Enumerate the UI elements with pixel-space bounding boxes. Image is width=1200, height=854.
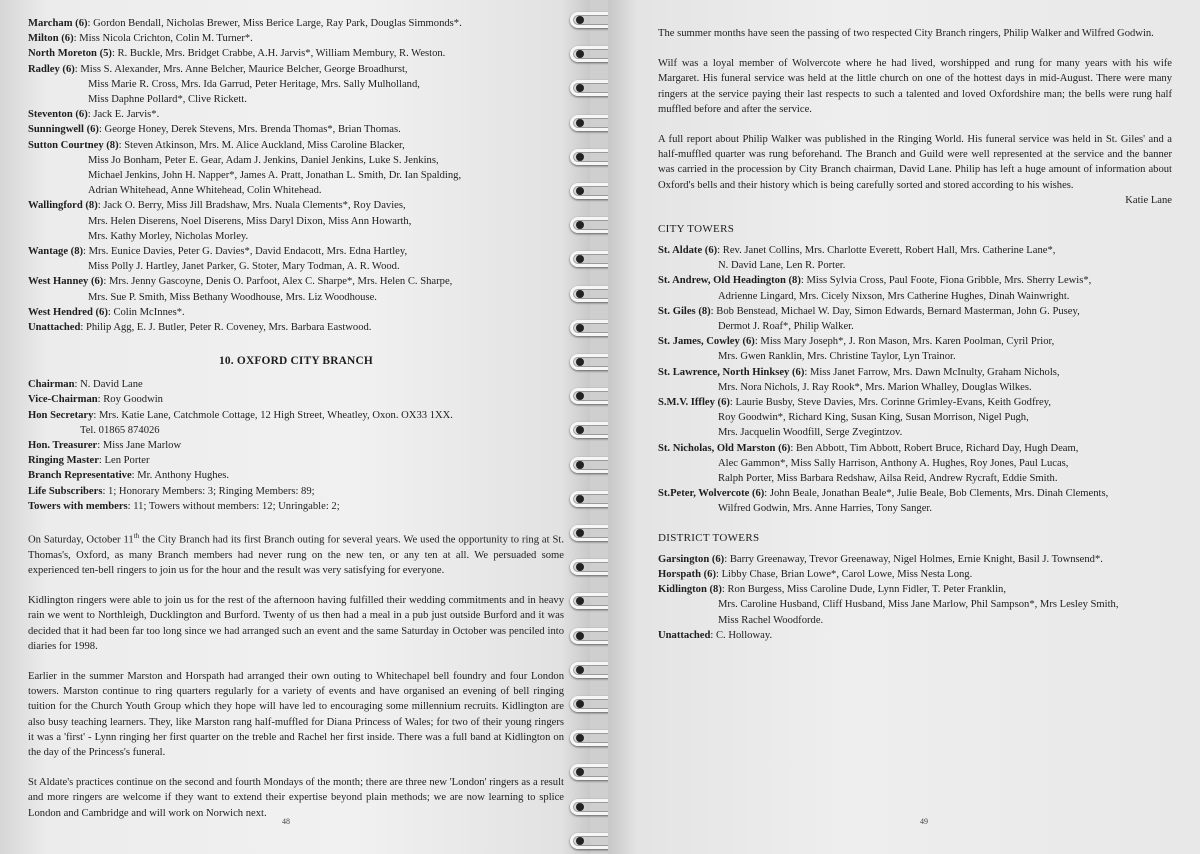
tower-members: Ron Burgess, Miss Caroline Dude, Lynn Fidler, T. Peter Franklin, bbox=[727, 584, 1006, 596]
city-tower-entry: St. Giles (8): Bob Benstead, Michael W. Day, Simon Edwards, Bernard Masterman, John G. Pusey, Dermot J. Roaf*, Philip Walker. bbox=[658, 304, 1172, 334]
district-tower-entry: Garsington (6): Barry Greenaway, Trevor Greenaway, Nigel Holmes, Ernie Knight, Basil J. Townsend*. bbox=[658, 553, 1103, 565]
tower-name: Wallingford (8) bbox=[28, 200, 98, 212]
tower-name: St. James, Cowley (6) bbox=[658, 336, 755, 348]
tower-members: Miss Rachel Woodforde. bbox=[718, 614, 824, 626]
city-tower-entry: St. James, Cowley (6): Miss Mary Joseph*, J. Ron Mason, Mrs. Karen Poolman, Cyril Prior, Mrs. Gwen Ranklin, Mrs. Christine Taylor, Lyn Trainor. bbox=[658, 334, 1172, 364]
page-number-left: 48 bbox=[282, 817, 290, 826]
tower-name: Sunningwell (6) bbox=[28, 124, 99, 136]
tower-name: St. Lawrence, North Hinksey (6) bbox=[658, 366, 805, 378]
tower-members: Adrienne Lingard, Mrs. Cicely Nixson, Mrs Catherine Hughes, Dinah Wainwright. bbox=[718, 290, 1070, 302]
punch-hole bbox=[576, 358, 584, 366]
section-title: 10. OXFORD CITY BRANCH bbox=[219, 355, 373, 368]
city-tower-entry: St. Andrew, Old Headington (8): Miss Sylvia Cross, Paul Foote, Fiona Gribble, Mrs. Sherry Lewis*, Adrienne Lingard, Mrs. Cicely Nixson, Mrs Catherine Hughes, Dinah Wainwright. bbox=[658, 273, 1172, 303]
tower-name: North Moreton (5) bbox=[28, 48, 112, 60]
tower-members: Miss Nicola Crichton, Colin M. Turner*. bbox=[79, 33, 253, 45]
tower-name: St.Peter, Wolvercote (6) bbox=[658, 488, 765, 500]
tower-name: Sutton Courtney (8) bbox=[28, 139, 119, 151]
tower-members: Jack E. Jarvis*. bbox=[93, 109, 160, 121]
punch-hole bbox=[576, 666, 584, 674]
tower-name: West Hendred (6) bbox=[28, 306, 108, 318]
tower-members: Miss Janet Farrow, Mrs. Dawn McInulty, Graham Nichols, bbox=[809, 366, 1060, 378]
tower-members: Alec Gammon*, Miss Sally Harrison, Anthony A. Hughes, Roy Jones, Paul Lucas, bbox=[718, 457, 1069, 469]
punch-hole bbox=[576, 700, 584, 708]
tower-members: Miss Jo Bonham, Peter E. Gear, Adam J. Jenkins, Daniel Jenkins, Luke S. Jenkins, bbox=[88, 154, 439, 166]
district-tower-entry: Horspath (6): Libby Chase, Brian Lowe*, Carol Lowe, Miss Nesta Long. bbox=[658, 568, 973, 580]
paragraph-kidlington: Kidlington ringers were able to join us for the rest of the afternoon having fulfilled their wedding commitments and in heavy rain we went to Northleigh, Ducklington and Burford. Twenty of us then had a meal in a pub just outside Burford and it was decided that it had been far too long since we had arranged such an event and the same Saturday in October was penciled into diaries for 1998. bbox=[28, 595, 564, 652]
punch-hole bbox=[576, 324, 584, 332]
punch-hole bbox=[576, 16, 584, 24]
membership-stats-1: Life Subscribers: 1; Honorary Members: 3; Ringing Members: 89; bbox=[28, 485, 315, 497]
officer-vice-chairman: Vice-Chairman: Roy Goodwin bbox=[28, 394, 163, 406]
tower-members: Miss Daphne Pollard*, Clive Rickett. bbox=[88, 94, 247, 106]
tower-members: Mrs. Jenny Gascoyne, Denis O. Parfoot, Alex C. Sharpe*, Mrs. Helen C. Sharpe, bbox=[108, 276, 453, 288]
membership-stats-2: Towers with members: 11; Towers without members: 12; Unringable: 2; bbox=[28, 500, 340, 512]
punch-hole bbox=[576, 529, 584, 537]
tower-members: Mrs. Nora Nichols, J. Ray Rook*, Mrs. Marion Whalley, Douglas Wilkes. bbox=[718, 381, 1032, 393]
tower-members: Gordon Bendall, Nicholas Brewer, Miss Berice Large, Ray Park, Douglas Simmonds*. bbox=[93, 18, 462, 29]
tower-name: St. Aldate (6) bbox=[658, 245, 718, 257]
tower-list bbox=[28, 16, 564, 335]
tower-entry: West Hendred (6): Colin McInnes*. bbox=[28, 306, 185, 318]
officer-chairman: Chairman: N. David Lane bbox=[28, 379, 143, 391]
tower-members: R. Buckle, Mrs. Bridget Crabbe, A.H. Jarvis*, William Membury, R. Weston. bbox=[117, 48, 446, 60]
city-tower-entry: St. Nicholas, Old Marston (6): Ben Abbott, Tim Abbott, Robert Bruce, Richard Day, Hugh Deam, Alec Gammon*, Miss Sally Harrison, Anthony A. Hughes, Roy Jones, Paul Lucas, Ralph Porter, Miss Barbara Redshaw, Ailsa Reid, Andrew Rycraft, Eddie Smith. bbox=[658, 441, 1172, 487]
tower-name: Radley (6) bbox=[28, 63, 75, 75]
punch-hole bbox=[576, 290, 584, 298]
tower-name: St. Giles (8) bbox=[658, 305, 711, 317]
tower-entry: Radley (6): Miss S. Alexander, Mrs. Anne Belcher, Maurice Belcher, George Broadhurst, Miss Marie R. Cross, Mrs. Ida Garrud, Peter Heritage, Mrs. Sally Mulholland, Miss Daphne Pollard*, Clive Rickett. bbox=[28, 62, 564, 108]
tower-members: Miss Mary Joseph*, J. Ron Mason, Mrs. Karen Poolman, Cyril Prior, bbox=[760, 336, 1055, 348]
officer-hon-secretary: Hon Secretary: Mrs. Katie Lane, Catchmole Cottage, 12 High Street, Wheatley, Oxon. OX33 1XX. Tel. 01865 874026 bbox=[28, 409, 453, 436]
tower-members: Mrs. Jacquelin Woodfill, Serge Zvegintzov. bbox=[718, 427, 903, 439]
tower-members: Steven Atkinson, Mrs. M. Alice Auckland, Miss Caroline Blacker, bbox=[124, 139, 405, 151]
paragraph-st-aldates: St Aldate's practices continue on the second and fourth Mondays of the month; there are three new 'London' ringers as a result and more ringers are welcome if they want to extend their expertise beyond plain methods; we are now learning to splice London and Cambridge and will work on Norwich next. bbox=[28, 777, 564, 819]
tower-name: Milton (6) bbox=[28, 33, 74, 45]
tower-members: C. Holloway. bbox=[715, 629, 773, 641]
tower-members: Mrs. Helen Diserens, Noel Diserens, Miss Daryl Dixon, Miss Ann Howarth, bbox=[88, 215, 412, 227]
tower-name: Marcham (6) bbox=[28, 18, 88, 29]
tower-members: Bob Benstead, Michael W. Day, Simon Edwards, Bernard Masterman, John G. Pusey, bbox=[716, 305, 1080, 317]
tower-members: Laurie Busby, Steve Davies, Mrs. Corinne Grimley-Evans, Keith Godfrey, bbox=[735, 397, 1051, 409]
punch-hole bbox=[576, 632, 584, 640]
tower-name: Unattached bbox=[28, 322, 81, 334]
district-tower-entry: Kidlington (8): Ron Burgess, Miss Caroline Dude, Lynn Fidler, T. Peter Franklin, Mrs. Caroline Husband, Cliff Husband, Miss Jane Marlow, Phil Sampson*, Mrs Lesley Smith, Miss Rachel Woodforde. bbox=[658, 582, 1172, 628]
tower-entry: Marcham (6): Gordon Bendall, Nicholas Brewer, Miss Berice Large, Ray Park, Douglas Simmonds*. bbox=[28, 18, 462, 29]
paragraph-wilf: Wilf was a loyal member of Wolvercote where he had lived, worshipped and rung for many years with his wife Margaret. His funeral service was held at the little church on one of the hottest days in mid-August. There were many ringers at the service paying their last respects to such a talented and loved Oxfordshire man; the bells were rung half muffled before and after the service. bbox=[658, 58, 1172, 115]
punch-hole bbox=[576, 153, 584, 161]
tower-members: Mrs. Sue P. Smith, Miss Bethany Woodhouse, Mrs. Liz Woodhouse. bbox=[88, 291, 377, 303]
tower-entry: West Hanney (6): Mrs. Jenny Gascoyne, Denis O. Parfoot, Alex C. Sharpe*, Mrs. Helen C. Sharpe, Mrs. Sue P. Smith, Miss Bethany Woodhouse, Mrs. Liz Woodhouse. bbox=[28, 274, 564, 304]
tower-members: George Honey, Derek Stevens, Mrs. Brenda Thomas*, Brian Thomas. bbox=[104, 124, 401, 136]
right-page bbox=[608, 0, 1200, 854]
tower-members: Roy Goodwin*, Richard King, Susan King, Susan Morrison, Nigel Pugh, bbox=[718, 412, 1029, 424]
tower-entry: Sutton Courtney (8): Steven Atkinson, Mrs. M. Alice Auckland, Miss Caroline Blacker, Miss Jo Bonham, Peter E. Gear, Adam J. Jenkins, Daniel Jenkins, Luke S. Jenkins, Michael Jenkins, John H. Napper*, James A. Pratt, Jonathan L. Smith, Dr. Ian Spalding, Adrian Whitehead, Anne Whitehead, Colin Whitehead. bbox=[28, 138, 564, 199]
tower-name: Steventon (6) bbox=[28, 109, 88, 121]
officers-list bbox=[28, 377, 564, 514]
tower-name: Unattached bbox=[658, 629, 711, 641]
tower-members: Miss Sylvia Cross, Paul Foote, Fiona Gribble, Mrs. Sherry Lewis*, bbox=[806, 275, 1092, 287]
tower-entry: Sunningwell (6): George Honey, Derek Stevens, Mrs. Brenda Thomas*, Brian Thomas. bbox=[28, 124, 401, 136]
city-tower-entry: St. Lawrence, North Hinksey (6): Miss Janet Farrow, Mrs. Dawn McInulty, Graham Nichols, Mrs. Nora Nichols, J. Ray Rook*, Mrs. Marion Whalley, Douglas Wilkes. bbox=[658, 365, 1172, 395]
punch-hole bbox=[576, 837, 584, 845]
paragraph-philip-walker: A full report about Philip Walker was published in the Ringing World. His funeral service was held in St. Giles' and a half-muffled quarter was rung beforehand. The Branch and Guild were well represented at the service and the banner was carried in the procession by City Branch chairman, David Lane. Philip has left a huge amount of information about Oxford's bells and their history which is being carefully sorted and stored according to his wishes. bbox=[658, 134, 1172, 191]
tower-name: Garsington (6) bbox=[658, 553, 725, 565]
tower-entry: Unattached: Philip Agg, E. J. Butler, Peter R. Coveney, Mrs. Barbara Eastwood. bbox=[28, 322, 372, 334]
tower-name: Horspath (6) bbox=[658, 568, 716, 580]
paragraph-marston: Earlier in the summer Marston and Horspath had arranged their own outing to Whitechapel bell foundry and four London towers. Marston continue to ring quarters regularly for a variety of events and have organised an evening of bell ringing tuition for the Church Youth Group which they hope will have led to encouraging some millennium recruits. Kidlington are also busy teaching learners. They, like Marston rang half-muffled for Diana Princess of Wales; for two of their young ringers it was a 'first' - Lynn ringing her first quarter on the treble and Rachel her first inside. There was a full band at Kidlington on the day of the Princess's funeral. bbox=[28, 671, 564, 759]
tower-entry: Wallingford (8): Jack O. Berry, Miss Jill Bradshaw, Mrs. Nuala Clements*, Roy Davies, Mrs. Helen Diserens, Noel Diserens, Miss Daryl Dixon, Miss Ann Howarth, Mrs. Kathy Morley, Nicholas Morley. bbox=[28, 198, 564, 244]
city-towers-heading: CITY TOWERS bbox=[658, 223, 735, 236]
tower-members: Wilfred Godwin, Mrs. Anne Harries, Tony Sanger. bbox=[718, 503, 933, 515]
tower-members: Mrs. Kathy Morley, Nicholas Morley. bbox=[88, 230, 249, 242]
tower-members: Jack O. Berry, Miss Jill Bradshaw, Mrs. Nuala Clements*, Roy Davies, bbox=[103, 200, 406, 212]
officer-hon-treasurer: Hon. Treasurer: Miss Jane Marlow bbox=[28, 440, 182, 452]
tower-members: Ralph Porter, Miss Barbara Redshaw, Ailsa Reid, Andrew Rycraft, Eddie Smith. bbox=[718, 473, 1058, 485]
tower-members: John Beale, Jonathan Beale*, Julie Beale, Bob Clements, Mrs. Dinah Clements, bbox=[769, 488, 1109, 500]
tower-name: S.M.V. Iffley (6) bbox=[658, 397, 730, 409]
tower-name: Wantage (8) bbox=[28, 246, 84, 258]
tower-members: Adrian Whitehead, Anne Whitehead, Colin Whitehead. bbox=[88, 185, 322, 197]
tower-members: Miss Marie R. Cross, Mrs. Ida Garrud, Peter Heritage, Mrs. Sally Mulholland, bbox=[88, 78, 420, 90]
tower-entry: North Moreton (5): R. Buckle, Mrs. Bridget Crabbe, A.H. Jarvis*, William Membury, R. Weston. bbox=[28, 48, 446, 60]
tower-entry: Milton (6): Miss Nicola Crichton, Colin M. Turner*. bbox=[28, 33, 253, 45]
officer-branch-representative: Branch Representative: Mr. Anthony Hughes. bbox=[28, 470, 230, 482]
tower-name: St. Andrew, Old Headington (8) bbox=[658, 275, 801, 287]
tower-members: Miss Polly J. Hartley, Janet Parker, G. Stoter, Mary Todman, A. R. Wood. bbox=[88, 261, 400, 273]
officer-ringing-master: Ringing Master: Len Porter bbox=[28, 455, 150, 467]
tower-members: Ben Abbott, Tim Abbott, Robert Bruce, Richard Day, Hugh Deam, bbox=[796, 442, 1079, 454]
punch-hole bbox=[576, 803, 584, 811]
tower-members: Libby Chase, Brian Lowe*, Carol Lowe, Miss Nesta Long. bbox=[721, 568, 973, 580]
tower-members: Philip Agg, E. J. Butler, Peter R. Coveney, Mrs. Barbara Eastwood. bbox=[85, 322, 372, 334]
tower-entry: Steventon (6): Jack E. Jarvis*. bbox=[28, 109, 160, 121]
tower-members: Miss S. Alexander, Mrs. Anne Belcher, Maurice Belcher, George Broadhurst, bbox=[80, 63, 408, 75]
tower-members: Mrs. Eunice Davies, Peter G. Davies*, David Endacott, Mrs. Edna Hartley, bbox=[88, 246, 408, 258]
tower-members: Colin McInnes*. bbox=[113, 306, 185, 318]
district-tower-entry: Unattached: C. Holloway. bbox=[658, 629, 773, 641]
punch-hole bbox=[576, 495, 584, 503]
city-tower-entry: S.M.V. Iffley (6): Laurie Busby, Steve Davies, Mrs. Corinne Grimley-Evans, Keith Godfrey, Roy Goodwin*, Richard King, Susan King, Susan Morrison, Nigel Pugh, Mrs. Jacquelin Woodfill, Serge Zvegintzov. bbox=[658, 395, 1172, 441]
page-number-right: 49 bbox=[920, 817, 928, 826]
paragraph-passing: The summer months have seen the passing of two respected City Branch ringers, Philip Walker and Wilfred Godwin. bbox=[658, 28, 1154, 39]
tower-name: Kidlington (8) bbox=[658, 584, 722, 596]
left-page bbox=[0, 0, 590, 854]
city-tower-entry: St.Peter, Wolvercote (6): John Beale, Jonathan Beale*, Julie Beale, Bob Clements, Mrs. Dinah Clements, Wilfred Godwin, Mrs. Anne Harries, Tony Sanger. bbox=[658, 486, 1172, 516]
district-towers-heading: DISTRICT TOWERS bbox=[658, 531, 760, 544]
tower-members: Michael Jenkins, John H. Napper*, James A. Pratt, Jonathan L. Smith, Dr. Ian Spalding, bbox=[88, 170, 462, 182]
tower-name: West Hanney (6) bbox=[28, 276, 104, 288]
district-towers-list bbox=[658, 552, 1172, 643]
punch-hole bbox=[576, 187, 584, 195]
tower-members: Mrs. Gwen Ranklin, Mrs. Christine Taylor, Lyn Trainor. bbox=[718, 351, 956, 363]
punch-hole bbox=[576, 461, 584, 469]
paragraph-outing: On Saturday, October 11th the City Branch had its first Branch outing for several years. We used the opportunity to ring at St. Thomas's, Oxford, as many Branch members had never rung on the new ten, or any ten at all. We persuaded some experienced ten-bell ringers to join us for the hour and the result was very satisfying for everyone. bbox=[28, 532, 564, 577]
tower-members: Barry Greenaway, Trevor Greenaway, Nigel Holmes, Ernie Knight, Basil J. Townsend*. bbox=[729, 553, 1103, 565]
tower-members: N. David Lane, Len R. Porter. bbox=[718, 260, 846, 272]
tower-members: Dermot J. Roaf*, Philip Walker. bbox=[718, 321, 854, 333]
tower-members: Rev. Janet Collins, Mrs. Charlotte Everett, Robert Hall, Mrs. Catherine Lane*, bbox=[722, 245, 1056, 257]
city-tower-entry: St. Aldate (6): Rev. Janet Collins, Mrs. Charlotte Everett, Robert Hall, Mrs. Catherine Lane*, N. David Lane, Len R. Porter. bbox=[658, 243, 1172, 273]
punch-hole bbox=[576, 119, 584, 127]
city-towers-list bbox=[658, 243, 1172, 517]
tower-members: Mrs. Caroline Husband, Cliff Husband, Miss Jane Marlow, Phil Sampson*, Mrs Lesley Smith, bbox=[718, 599, 1119, 611]
tower-name: St. Nicholas, Old Marston (6) bbox=[658, 442, 791, 454]
signature: Katie Lane bbox=[1125, 194, 1172, 206]
tower-entry: Wantage (8): Mrs. Eunice Davies, Peter G. Davies*, David Endacott, Mrs. Edna Hartley, Miss Polly J. Hartley, Janet Parker, G. Stoter, Mary Todman, A. R. Wood. bbox=[28, 244, 564, 274]
